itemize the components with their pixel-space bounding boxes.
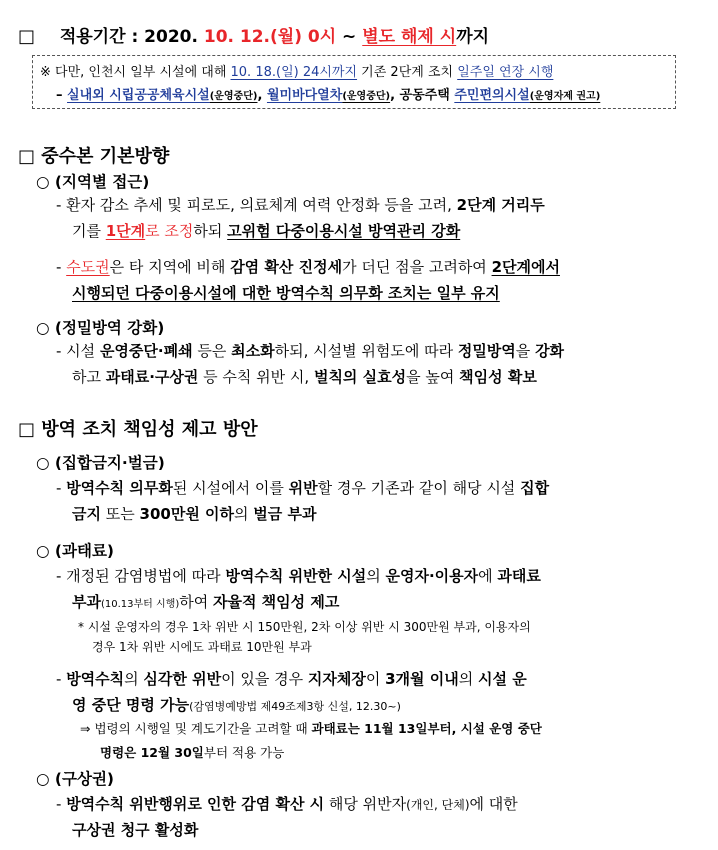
indemnity-line1: - 방역수칙 위반행위로 인한 감염 확산 시 해당 위반자(개인, 단체)에 대한 xyxy=(56,795,518,813)
exception-note-line1 xyxy=(40,61,553,80)
period-tilde: ~ xyxy=(336,27,363,47)
period-start: 10. 12.(월) 0시 xyxy=(203,27,337,47)
arrow-note-line2: 명령은 12월 30일부터 적용 가능 xyxy=(100,745,285,760)
penalty-note-line2: 경우 1차 위반 시에도 과태료 10만원 부과 xyxy=(92,640,312,654)
facility-2-status: (운영중단) xyxy=(342,91,391,102)
note-intro: ※ 다만, 인천시 일부 시설에 대해 xyxy=(40,65,231,80)
period-year: : 2020. xyxy=(125,27,204,47)
comma-2: , 공동주택 xyxy=(390,88,455,103)
note-extension: 일주일 연장 시행 xyxy=(457,65,554,80)
section3-title: □ 방역 조치 책임성 제고 방안 xyxy=(18,419,258,440)
ban-fine-line2: 금지 또는 300만원 이하의 벌금 부과 xyxy=(72,505,317,523)
regional-approach-heading: ○ (지역별 접근) xyxy=(36,173,150,191)
section2-title: □ 중수본 기본방향 xyxy=(18,146,170,167)
penalty-line2: 부과(10.13부터 시행)하여 자율적 책임성 제고 xyxy=(72,593,340,611)
period-label: 적용기간 xyxy=(59,27,126,47)
comma-1: , xyxy=(257,88,267,103)
facility-3: 주민편의시설 xyxy=(454,88,530,103)
note-dash: – xyxy=(56,88,68,103)
period-end: 별도 해제 시 xyxy=(362,27,457,47)
precision-heading: ○ (정밀방역 강화) xyxy=(36,319,165,337)
period-suffix: 까지 xyxy=(456,27,490,47)
penalty-note-line1: * 시설 운영자의 경우 1차 위반 시 150만원, 2차 이상 위반 시 300만원 부과, 이용자의 xyxy=(78,620,531,634)
note-mid: 기존 2단계 조치 xyxy=(357,65,458,80)
penalty-heading: ○ (과태료) xyxy=(36,542,115,560)
penalty-line1: - 개정된 감염병법에 따라 방역수칙 위반한 시설의 운영자·이용자에 과태료 xyxy=(56,567,541,585)
ban-fine-line1: - 방역수칙 의무화된 시설에서 이를 위반할 경우 기존과 같이 해당 시설 집합 xyxy=(56,479,550,497)
exception-note-line2 xyxy=(56,84,600,103)
regional-line1: - 환자 감소 추세 및 피로도, 의료체계 여력 안정화 등을 고려, 2단계 거리두 xyxy=(56,196,545,214)
regional-line2: 기를 1단계로 조정하되 고위험 다중이용시설 방역관리 강화 xyxy=(72,222,461,240)
precision-line1: - 시설 운영중단·폐쇄 등은 최소화하되, 시설별 위험도에 따라 정밀방역을 강화 xyxy=(56,342,565,360)
facility-2: 월미바다열차 xyxy=(266,88,343,103)
note-date: 10. 18.(일) 24시까지 xyxy=(230,65,358,80)
suspension-line1: - 방역수칙의 심각한 위반이 있을 경우 지자체장이 3개월 이내의 시설 운 xyxy=(56,670,527,688)
suspension-line2: 영 중단 명령 가능(감염병예방법 제49조제3항 신설, 12.30~) xyxy=(72,696,401,714)
period-line xyxy=(18,22,489,47)
square-bullet: □ xyxy=(18,26,36,47)
facility-1-status: (운영중단) xyxy=(209,91,258,102)
indemnity-heading: ○ (구상권) xyxy=(36,770,115,788)
regional-line4: 시행되던 다중이용시설에 대한 방역수칙 의무화 조치는 일부 유지 xyxy=(72,284,500,302)
indemnity-line2: 구상권 청구 활성화 xyxy=(72,821,199,839)
regional-line3: - 수도권은 타 지역에 비해 감염 확산 진정세가 더딘 점을 고려하여 2단계에서 xyxy=(56,258,560,276)
ban-fine-heading: ○ (집합금지·벌금) xyxy=(36,454,165,472)
facility-3-status: (운영자제 권고) xyxy=(529,91,601,102)
arrow-note-line1: ⇒ 법령의 시행일 및 계도기간을 고려할 때 과태료는 11월 13일부터, 시설 운영 중단 xyxy=(80,721,542,736)
facility-1: 실내외 시립공공체육시설 xyxy=(67,88,210,103)
precision-line2: 하고 과태료·구상권 등 수칙 위반 시, 벌칙의 실효성을 높여 책임성 확보 xyxy=(72,368,537,386)
